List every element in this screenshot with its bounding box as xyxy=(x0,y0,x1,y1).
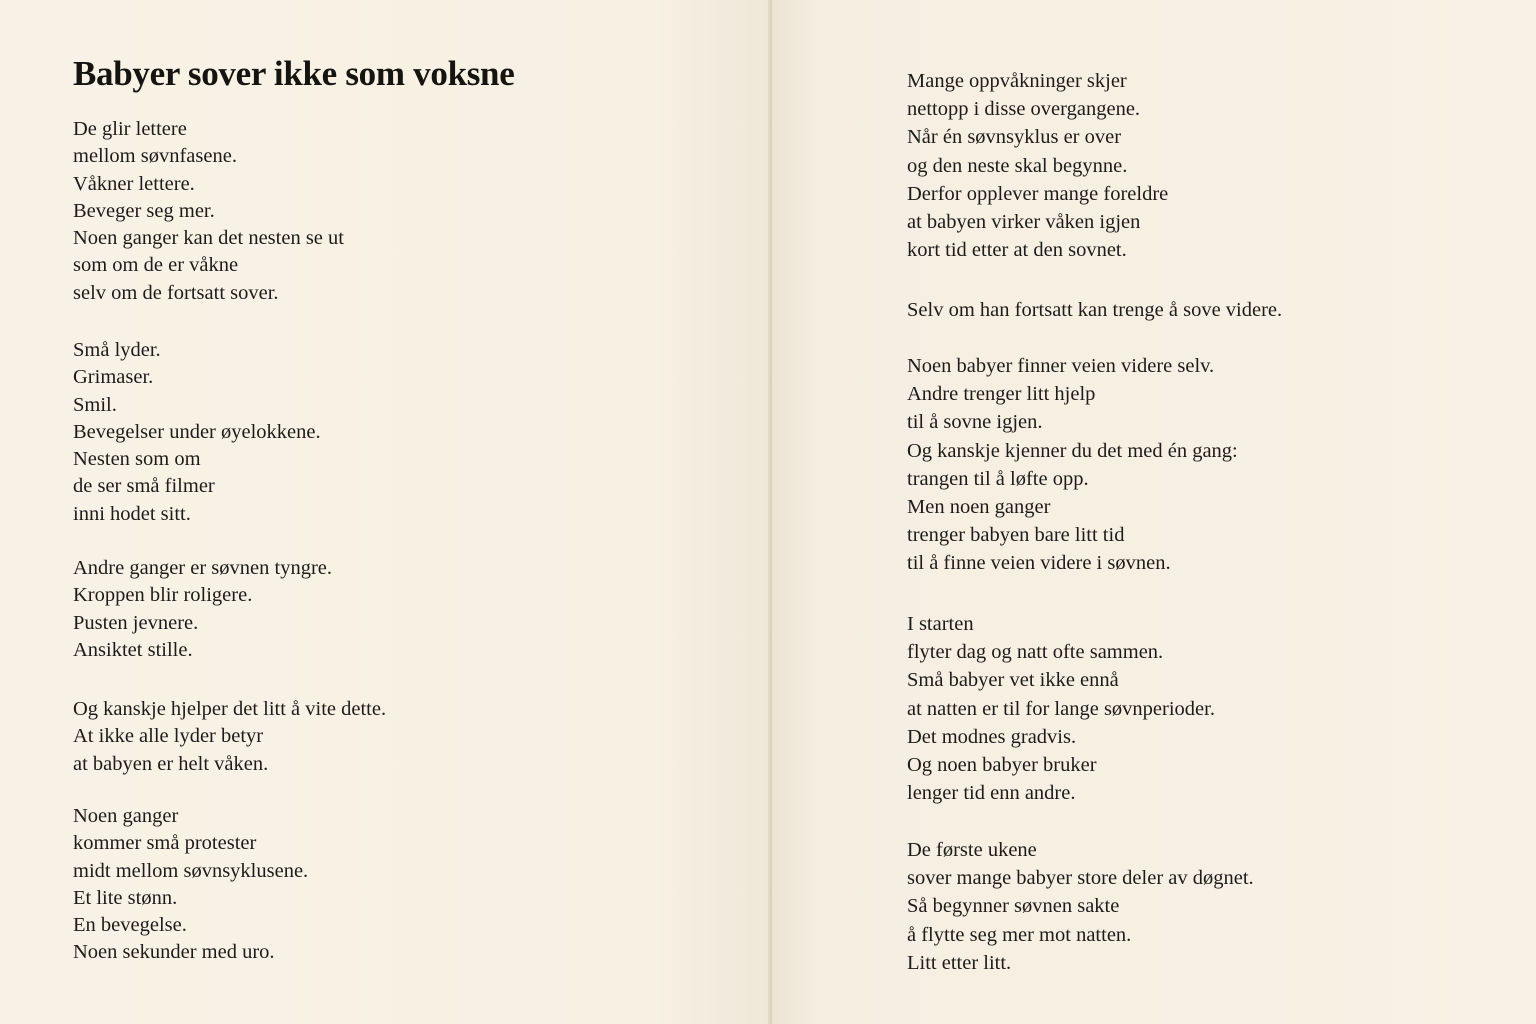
text-line: Og noen babyer bruker xyxy=(907,754,1097,777)
text-line: som om de er våkne xyxy=(73,254,239,277)
text-line: Mange oppvåkninger skjer xyxy=(907,70,1127,92)
text-line: Bevegelser under øyelokkene. xyxy=(73,420,321,443)
text-line: trenger babyen bare litt tid xyxy=(907,524,1125,547)
text-line: Smil. xyxy=(73,393,117,416)
text-line: Noen ganger kan det nesten se ut xyxy=(73,227,344,250)
text-line: Andre trenger litt hjelp xyxy=(907,383,1096,406)
text-line: Våkner lettere. xyxy=(73,172,195,195)
text-line: nettopp i disse overgangene. xyxy=(907,98,1141,121)
stanza xyxy=(907,836,1254,977)
text-line: Noen ganger xyxy=(73,805,179,827)
text-line: lenger tid enn andre. xyxy=(907,782,1076,805)
text-line: Pusten jevnere. xyxy=(73,611,199,634)
text-line: kommer små protester xyxy=(73,832,257,855)
text-line: og den neste skal begynne. xyxy=(907,154,1128,177)
text-line: de ser små filmer xyxy=(73,475,215,498)
text-line: å flytte seg mer mot natten. xyxy=(907,923,1132,946)
text-line: Og kanskje hjelper det litt å vite dette. xyxy=(73,698,387,720)
text-line: til å sovne igjen. xyxy=(907,411,1043,434)
text-line: Beveger seg mer. xyxy=(73,199,215,222)
text-line: at babyen virker våken igjen xyxy=(907,211,1141,234)
text-line: Grimaser. xyxy=(73,366,154,389)
text-line: midt mellom søvnsyklusene. xyxy=(73,859,309,882)
stanza xyxy=(907,296,1282,324)
text-line: Noen sekunder med uro. xyxy=(73,941,275,964)
text-line: at babyen er helt våken. xyxy=(73,752,269,775)
text-line: mellom søvnfasene. xyxy=(73,145,237,168)
text-line: Nesten som om xyxy=(73,448,201,471)
text-line: trangen til å løfte opp. xyxy=(907,467,1089,490)
text-line: Og kanskje kjenner du det med én gang: xyxy=(907,439,1238,462)
text-line: Små lyder. xyxy=(73,339,161,361)
stanza xyxy=(73,337,321,528)
text-line: At ikke alle lyder betyr xyxy=(73,725,264,748)
text-line: at natten er til for lange søvnperioder. xyxy=(907,697,1215,720)
text-line: De første ukene xyxy=(907,839,1037,861)
text-line: Når én søvnsyklus er over xyxy=(907,126,1122,149)
right-page xyxy=(772,0,1536,1024)
stanza xyxy=(907,67,1168,264)
stanza xyxy=(73,803,308,967)
stanza xyxy=(907,610,1215,807)
text-line: Selv om han fortsatt kan trenge å sove videre. xyxy=(907,299,1283,321)
stanza xyxy=(73,555,332,664)
text-line: Ansiktet stille. xyxy=(73,638,193,661)
stanza xyxy=(73,116,344,307)
stanza xyxy=(907,352,1238,578)
page-title: Babyer sover ikke som voksne xyxy=(73,54,515,93)
text-line: til å finne veien videre i søvnen. xyxy=(907,552,1171,575)
text-line: Små babyer vet ikke ennå xyxy=(907,669,1119,692)
stanza xyxy=(73,696,386,778)
text-line: Det modnes gradvis. xyxy=(907,725,1077,748)
text-line: kort tid etter at den sovnet. xyxy=(907,239,1127,262)
text-line: Derfor opplever mange foreldre xyxy=(907,182,1169,205)
text-line: Så begynner søvnen sakte xyxy=(907,895,1120,918)
text-line: Noen babyer finner veien videre selv. xyxy=(907,355,1215,377)
text-line: En bevegelse. xyxy=(73,914,187,937)
text-line: inni hodet sitt. xyxy=(73,502,191,525)
text-line: I starten xyxy=(907,613,974,635)
text-line: flyter dag og natt ofte sammen. xyxy=(907,641,1164,664)
text-line: Kroppen blir roligere. xyxy=(73,584,253,607)
text-line: Litt etter litt. xyxy=(907,951,1012,974)
text-line: sover mange babyer store deler av døgnet. xyxy=(907,867,1254,890)
text-line: Men noen ganger xyxy=(907,496,1051,519)
text-line: Et lite stønn. xyxy=(73,886,178,909)
text-line: selv om de fortsatt sover. xyxy=(73,281,279,304)
text-line: Andre ganger er søvnen tyngre. xyxy=(73,557,333,579)
text-line: De glir lettere xyxy=(73,118,187,140)
